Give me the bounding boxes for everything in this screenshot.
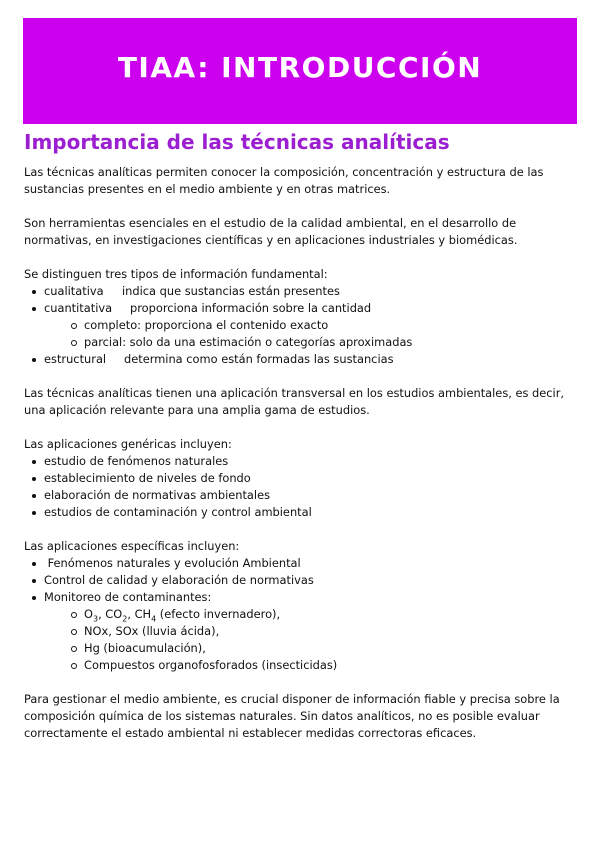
term-cualitativa: cualitativa	[44, 284, 104, 298]
monitoring-label: Monitoreo de contaminantes:	[44, 590, 212, 604]
formula-co: , CO	[98, 607, 123, 621]
list-item: Hg (bioacumulación),	[64, 640, 576, 657]
list-item: elaboración de normativas ambientales	[24, 487, 576, 504]
paragraph-generic-apps: Las aplicaciones genéricas incluyen:	[24, 437, 232, 451]
paragraph-intro: Las técnicas analíticas permiten conocer la composición, concentración y estructura de las sustancias presentes en el medio ambiente y en otras matrices.	[24, 165, 544, 196]
paragraph-conclusion: Para gestionar el medio ambiente, es crucial disponer de información fiable y precisa sobre la composición química de los sistemas naturales. Sin datos analíticos, no es posible evaluar correctamente el estado ambiental ni establecer medidas correctoras eficaces.	[24, 692, 560, 740]
list-item: Fenómenos naturales y evolución Ambiental	[24, 555, 576, 572]
generic-apps-list	[24, 453, 576, 521]
list-item: estudios de contaminación y control ambiental	[24, 504, 576, 521]
list-item: parcial: solo da una estimación o categorías aproximadas	[64, 334, 576, 351]
paragraph-specific-apps: Las aplicaciones específicas incluyen:	[24, 539, 240, 553]
paragraph-transversal: Las técnicas analíticas tienen una aplicación transversal en los estudios ambientales, es decir, una aplicación relevante para una amplia gama de estudios.	[24, 386, 565, 417]
paragraph-info-types: Se distinguen tres tipos de información fundamental:	[24, 267, 328, 281]
desc-cualitativa: indica que sustancias están presentes	[122, 284, 340, 298]
list-item: completo: proporciona el contenido exacto	[64, 317, 576, 334]
list-item: Compuestos organofosforados (insecticidas)	[64, 657, 576, 674]
list-item: estudio de fenómenos naturales	[24, 453, 576, 470]
info-types-list	[24, 283, 576, 368]
section-title: Importancia de las técnicas analíticas	[24, 130, 450, 154]
formula-o-sub: 3	[92, 614, 99, 624]
header-banner	[23, 18, 577, 124]
list-item: Control de calidad y elaboración de normativas	[24, 572, 576, 589]
page-title: TIAA: INTRODUCCIÓN	[117, 50, 483, 84]
formula-ch-sub: 4	[151, 614, 157, 624]
list-item	[24, 300, 576, 351]
list-item	[24, 283, 576, 300]
term-cuantitativa: cuantitativa	[44, 301, 113, 315]
cuantitativa-sublist	[44, 317, 576, 351]
formula-o: O	[84, 607, 93, 621]
list-item	[24, 351, 576, 368]
formula-co-sub: 2	[122, 614, 128, 624]
term-estructural: estructural	[44, 352, 107, 366]
list-item	[24, 589, 576, 674]
greenhouse-note: (efecto invernadero),	[156, 607, 281, 621]
list-item: NOx, SOx (lluvia ácida),	[64, 623, 576, 640]
specific-apps-list	[24, 555, 576, 674]
desc-estructural: determina como están formadas las sustancias	[124, 352, 394, 366]
paragraph-tools: Son herramientas esenciales en el estudio de la calidad ambiental, en el desarrollo de normativas, en investigaciones científicas y en aplicaciones industriales y biomédicas.	[24, 216, 518, 247]
list-item: establecimiento de niveles de fondo	[24, 470, 576, 487]
formula-ch: , CH	[127, 607, 152, 621]
desc-cuantitativa: proporciona información sobre la cantidad	[130, 301, 372, 315]
document-body	[24, 128, 576, 742]
list-item	[64, 606, 576, 623]
contaminants-sublist	[44, 606, 576, 674]
